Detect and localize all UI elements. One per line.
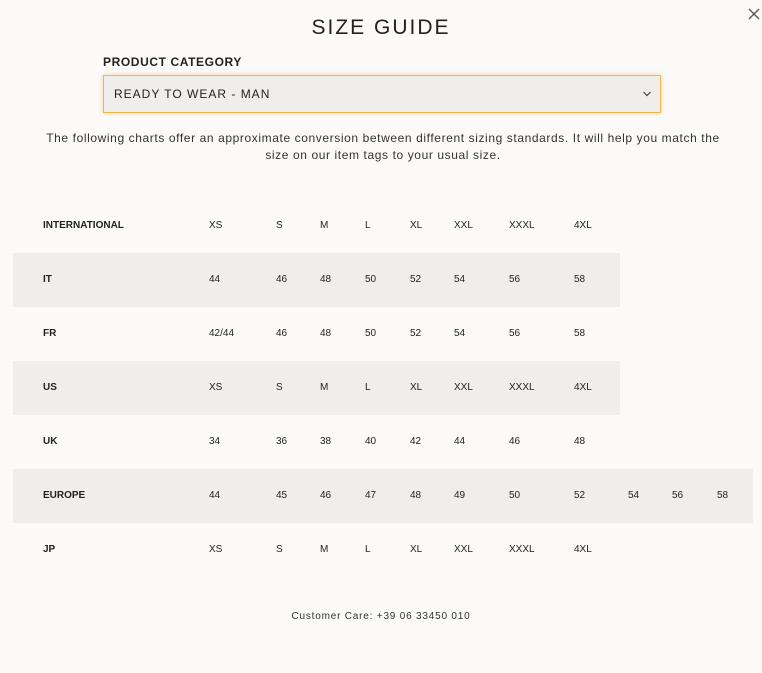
size-cell: S bbox=[276, 544, 283, 555]
modal-title: SIZE GUIDE bbox=[311, 16, 451, 39]
size-cell: 47 bbox=[365, 490, 377, 501]
size-cell: 44 bbox=[454, 436, 466, 447]
size-cell: 56 bbox=[509, 274, 521, 285]
size-cell: 58 bbox=[574, 274, 586, 285]
size-cell: 52 bbox=[410, 274, 422, 285]
size-cell: 4XL bbox=[574, 382, 592, 393]
size-cell: S bbox=[276, 382, 283, 393]
size-cell: 58 bbox=[574, 328, 586, 339]
size-cell: 4XL bbox=[574, 220, 592, 231]
size-cell: 44 bbox=[209, 490, 221, 501]
size-cell: 42/44 bbox=[209, 328, 235, 339]
size-cell: 36 bbox=[276, 436, 288, 447]
size-cell: 49 bbox=[454, 490, 466, 501]
size-cell: 58 bbox=[717, 490, 729, 501]
size-cell: M bbox=[320, 220, 329, 231]
size-cell: 48 bbox=[410, 490, 422, 501]
size-cell: L bbox=[365, 220, 371, 231]
size-cell: XXL bbox=[454, 220, 473, 231]
size-cell: 50 bbox=[365, 328, 377, 339]
size-cell: XXXL bbox=[509, 220, 535, 231]
table-row-international bbox=[13, 199, 753, 253]
size-cell: XS bbox=[209, 382, 223, 393]
row-label: INTERNATIONAL bbox=[43, 220, 124, 231]
size-guide-description: The following charts offer an approximate conversion between different sizing standards. It will help you match the size on our item tags to your usual size. bbox=[46, 131, 720, 162]
size-cell: XXXL bbox=[509, 544, 535, 555]
size-cell: 50 bbox=[365, 274, 377, 285]
size-cell: 52 bbox=[410, 328, 422, 339]
size-cell: 38 bbox=[320, 436, 332, 447]
size-cell: 46 bbox=[276, 328, 288, 339]
size-cell: 54 bbox=[454, 328, 466, 339]
size-cell: XXL bbox=[454, 382, 473, 393]
size-cell: 46 bbox=[509, 436, 521, 447]
size-cell: 54 bbox=[454, 274, 466, 285]
size-cell: 48 bbox=[320, 274, 332, 285]
size-cell: XL bbox=[410, 544, 423, 555]
row-label: US bbox=[43, 382, 57, 393]
size-cell: 46 bbox=[320, 490, 332, 501]
size-cell: 44 bbox=[209, 274, 221, 285]
table-row-fr bbox=[13, 307, 753, 361]
table-row-jp bbox=[13, 523, 753, 577]
size-cell: 52 bbox=[574, 490, 586, 501]
size-cell: L bbox=[365, 382, 371, 393]
size-cell: 48 bbox=[320, 328, 332, 339]
customer-care-text: Customer Care: +39 06 33450 010 bbox=[291, 611, 471, 622]
row-label: EUROPE bbox=[43, 490, 86, 501]
table-row-it bbox=[13, 253, 753, 307]
product-category-select[interactable] bbox=[103, 75, 661, 113]
size-cell: M bbox=[320, 544, 329, 555]
size-cell: 56 bbox=[509, 328, 521, 339]
size-cell: 56 bbox=[672, 490, 684, 501]
size-cell: 4XL bbox=[574, 544, 592, 555]
table-row-us bbox=[13, 361, 753, 415]
size-cell: L bbox=[365, 544, 371, 555]
product-category-label: PRODUCT CATEGORY bbox=[103, 55, 242, 69]
table-row-uk bbox=[13, 415, 753, 469]
chevron-down-icon bbox=[642, 90, 652, 98]
size-cell: XS bbox=[209, 220, 223, 231]
size-cell: 46 bbox=[276, 274, 288, 285]
size-cell: XS bbox=[209, 544, 223, 555]
table-row-europe bbox=[13, 469, 753, 523]
size-cell: M bbox=[320, 382, 329, 393]
size-cell: 54 bbox=[628, 490, 640, 501]
size-cell: 42 bbox=[410, 436, 422, 447]
product-category-selected-value: READY TO WEAR - MAN bbox=[114, 87, 271, 101]
size-cell: S bbox=[276, 220, 283, 231]
size-cell: XL bbox=[410, 220, 423, 231]
row-label: FR bbox=[43, 328, 57, 339]
row-label: UK bbox=[43, 436, 58, 447]
size-cell: 48 bbox=[574, 436, 586, 447]
row-label: JP bbox=[43, 544, 56, 555]
size-cell: XXXL bbox=[509, 382, 535, 393]
size-cell: XL bbox=[410, 382, 423, 393]
size-cell: 50 bbox=[509, 490, 521, 501]
row-label: IT bbox=[43, 274, 52, 285]
size-cell: 34 bbox=[209, 436, 221, 447]
size-cell: 45 bbox=[276, 490, 288, 501]
size-cell: 40 bbox=[365, 436, 377, 447]
size-conversion-table bbox=[13, 199, 753, 577]
size-cell: XXL bbox=[454, 544, 473, 555]
